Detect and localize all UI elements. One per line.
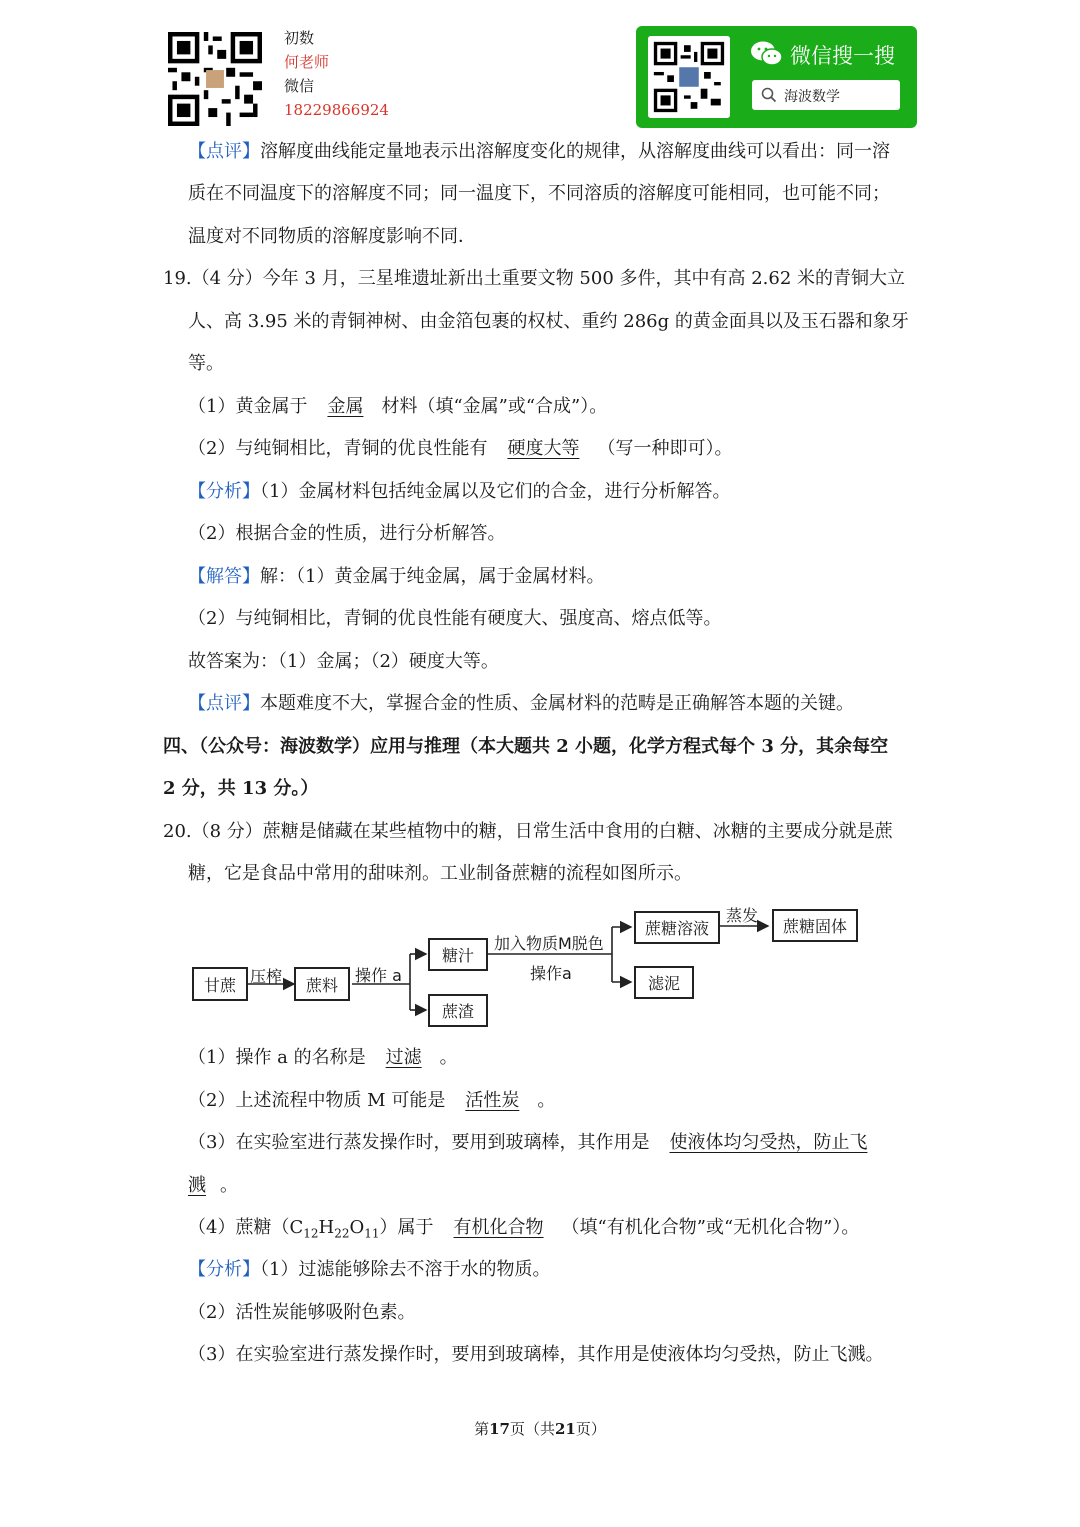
flow-node-cane-material: 蔗料 bbox=[294, 967, 350, 1001]
q20-p2-pre: （2）上述流程中物质 M 可能是 bbox=[188, 1090, 446, 1111]
wechat-logo-icon bbox=[750, 40, 784, 68]
q20-answer-3: 使液体均匀受热，防止飞 bbox=[669, 1132, 868, 1153]
formula-sub-c: 12 bbox=[303, 1226, 319, 1241]
q19-review bbox=[188, 692, 854, 716]
q20-stem-2: 糖，它是食品中常用的甜味剂。工业制备蔗糖的流程如图所示。 bbox=[188, 863, 692, 884]
review-line-3: 温度对不同物质的溶解度影响不同． bbox=[188, 226, 476, 247]
search-icon bbox=[761, 87, 777, 103]
flow-label-evaporate: 蒸发 bbox=[726, 906, 759, 925]
q20-part-1 bbox=[188, 1046, 458, 1070]
q19-solution bbox=[188, 565, 604, 589]
contact-line-1: 初数 bbox=[284, 29, 315, 47]
q19-p2-pre: （2）与纯铜相比，青铜的优良性能有 bbox=[188, 438, 488, 459]
flow-label-decolor: 加入物质M脱色 bbox=[494, 934, 604, 953]
q19-analysis-2: （2）根据合金的性质，进行分析解答。 bbox=[188, 523, 506, 544]
solution-text: 解：（1）黄金属于纯金属，属于金属材料。 bbox=[260, 566, 605, 587]
q20-analysis-2: （2）活性炭能够吸附色素。 bbox=[188, 1302, 416, 1323]
formula-sub-o: 11 bbox=[364, 1226, 380, 1241]
q19-stem-3: 等。 bbox=[188, 353, 224, 374]
q19-answer-1: 金属 bbox=[327, 396, 364, 417]
q19-p1-post: 材料（填“金属”或“合成”）。 bbox=[381, 396, 608, 417]
q20-p4-pre: （4）蔗糖（C bbox=[188, 1217, 304, 1238]
q20-part-3-cont bbox=[188, 1174, 238, 1198]
q19-p1-pre: （1）黄金属于 bbox=[188, 396, 308, 417]
analysis-text-2: （1）过滤能够除去不溶于水的物质。 bbox=[260, 1259, 551, 1280]
flow-node-bagasse: 蔗渣 bbox=[428, 994, 488, 1027]
analysis-tag-2: 【分析】 bbox=[188, 1259, 260, 1280]
q20-p4-mid: ）属于 bbox=[379, 1217, 434, 1238]
footer-post: 页） bbox=[575, 1420, 606, 1438]
q20-stem-1: 20.（8 分）蔗糖是储藏在某些植物中的糖，日常生活中食用的白糖、冰糖的主要成分就是蔗 bbox=[163, 821, 893, 842]
q20-part-3 bbox=[188, 1131, 867, 1155]
wechat-qr-icon bbox=[648, 36, 730, 118]
wechat-title: 微信搜一搜 bbox=[790, 44, 895, 68]
contact-teacher: 何老师 bbox=[284, 53, 330, 71]
q20-answer-3-cont: 溅 bbox=[188, 1175, 206, 1196]
q19-stem-1: 19.（4 分）今年 3 月，三星堆遗址新出土重要文物 500 多件，其中有高 2.62 米的青铜大立 bbox=[163, 268, 906, 289]
review-tag-2: 【点评】 bbox=[188, 693, 260, 714]
page-footer bbox=[0, 1418, 1080, 1439]
flow-node-sucrose-solution: 蔗糖溶液 bbox=[634, 911, 720, 944]
footer-mid: 页（共 bbox=[509, 1420, 555, 1438]
q20-answer-2: 活性炭 bbox=[465, 1090, 520, 1111]
review-line-2: 质在不同温度下的溶解度不同；同一温度下，不同溶质的溶解度可能相同，也可能不同； bbox=[188, 183, 890, 204]
qr-code-icon bbox=[168, 32, 262, 126]
flow-node-sucrose-solid: 蔗糖固体 bbox=[772, 909, 858, 942]
q20-answer-1: 过滤 bbox=[385, 1047, 422, 1068]
q20-part-2 bbox=[188, 1089, 555, 1113]
flow-label-operation-a: 操作 a bbox=[355, 966, 402, 985]
review-text-2: 本题难度不大，掌握合金的性质、金属材料的范畴是正确解答本题的关键。 bbox=[260, 693, 854, 714]
analysis-tag: 【分析】 bbox=[188, 481, 260, 502]
q20-part-4 bbox=[188, 1216, 859, 1246]
flow-label-operation-a-2: 操作a bbox=[530, 964, 572, 983]
wechat-search-box bbox=[752, 80, 900, 110]
q19-answer-2: 硬度大等 bbox=[507, 438, 580, 459]
q19-p2-post: （写一种即可）。 bbox=[597, 438, 733, 459]
review-line-1 bbox=[188, 140, 890, 164]
q20-p4-post: （填“有机化合物”或“无机化合物”）。 bbox=[561, 1217, 860, 1238]
q19-part-2 bbox=[188, 437, 732, 461]
wechat-search-text: 海波数学 bbox=[784, 89, 840, 105]
q19-analysis bbox=[188, 480, 730, 504]
wechat-search-card bbox=[636, 26, 917, 128]
q19-stem-2: 人、高 3.95 米的青铜神树、由金箔包裹的权杖、重约 286g 的黄金面具以及玉石器和象牙 bbox=[188, 311, 909, 332]
solution-tag: 【解答】 bbox=[188, 566, 260, 587]
page-total: 21 bbox=[555, 1420, 576, 1438]
q19-solution-3: 故答案为：（1）金属；（2）硬度大等。 bbox=[188, 651, 499, 672]
review-tag: 【点评】 bbox=[188, 141, 260, 162]
analysis-text: （1）金属材料包括纯金属以及它们的合金，进行分析解答。 bbox=[260, 481, 731, 502]
flow-node-juice: 糖汁 bbox=[428, 938, 488, 971]
contact-line-3: 微信 bbox=[284, 77, 315, 95]
contact-phone: 18229866924 bbox=[284, 101, 389, 119]
q20-answer-4: 有机化合物 bbox=[453, 1217, 544, 1238]
formula-sub-h: 22 bbox=[334, 1226, 350, 1241]
section-4-title-1: 四、（公众号：海波数学）应用与推理（本大题共 2 小题，化学方程式每个 3 分，其余每空 bbox=[163, 736, 889, 757]
q20-p3-pre: （3）在实验室进行蒸发操作时，要用到玻璃棒，其作用是 bbox=[188, 1132, 650, 1153]
contact-info bbox=[284, 26, 389, 122]
q20-p2-post: 。 bbox=[537, 1090, 556, 1111]
formula-o: O bbox=[349, 1217, 365, 1238]
q20-analysis bbox=[188, 1258, 550, 1282]
q20-p3-post: 。 bbox=[220, 1175, 238, 1196]
q20-p1-post: 。 bbox=[439, 1047, 458, 1068]
flow-node-sugarcane: 甘蔗 bbox=[192, 967, 248, 1001]
review-text: 溶解度曲线能定量地表示出溶解度变化的规律，从溶解度曲线可以看出：同一溶 bbox=[260, 141, 890, 162]
page-number: 17 bbox=[489, 1420, 510, 1438]
q20-analysis-3: （3）在实验室进行蒸发操作时，要用到玻璃棒，其作用是使液体均匀受热，防止飞溅。 bbox=[188, 1344, 884, 1365]
formula-h: H bbox=[318, 1217, 335, 1238]
q20-p1-pre: （1）操作 a 的名称是 bbox=[188, 1047, 366, 1068]
footer-pre: 第 bbox=[474, 1420, 490, 1438]
section-4-title-2: 2 分，共 13 分。） bbox=[163, 778, 319, 799]
q19-part-1 bbox=[188, 395, 607, 419]
flow-node-filter-mud: 滤泥 bbox=[634, 966, 694, 999]
q19-solution-2: （2）与纯铜相比，青铜的优良性能有硬度大、强度高、熔点低等。 bbox=[188, 608, 722, 629]
flow-label-press: 压榨 bbox=[250, 967, 283, 986]
